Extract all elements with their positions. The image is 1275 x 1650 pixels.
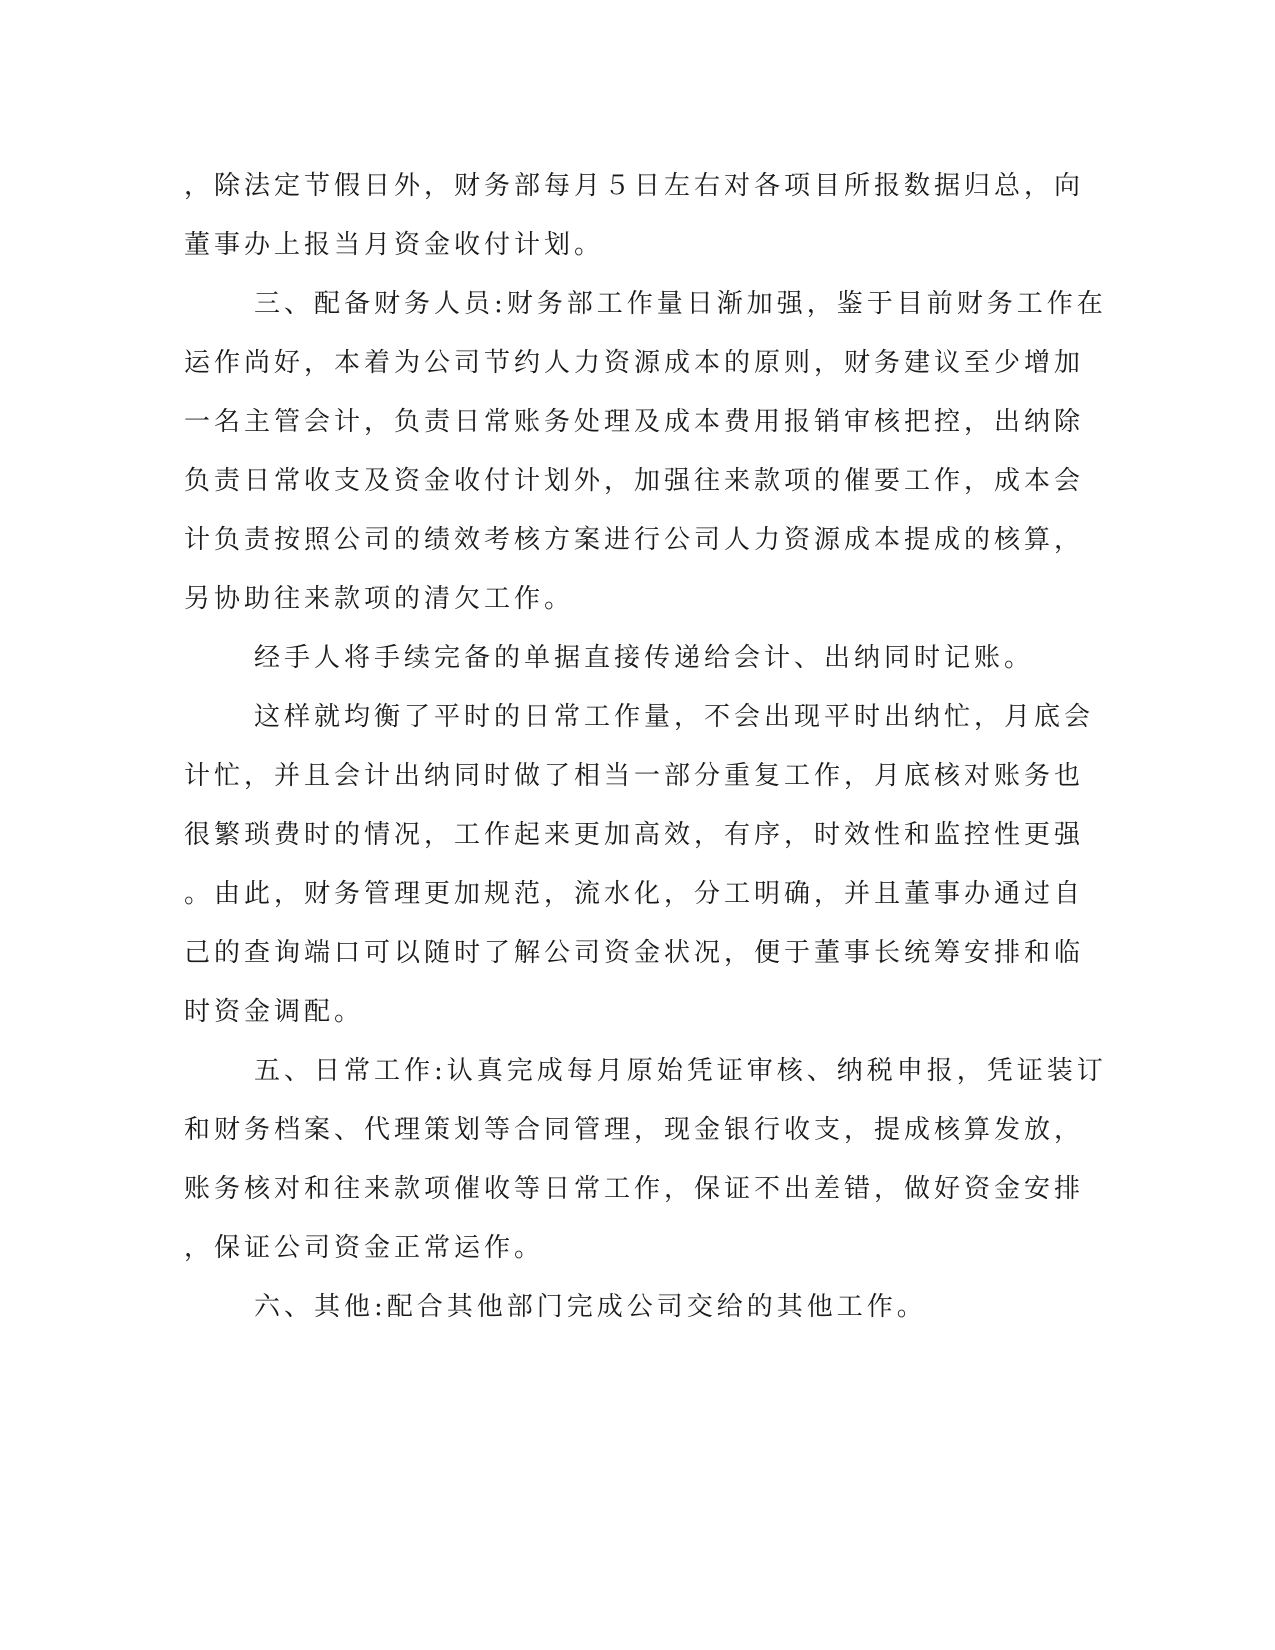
text-line: 账务核对和往来款项催收等日常工作，保证不出差错，做好资金安排	[184, 1174, 1085, 1204]
text-line: 计忙，并且会计出纳同时做了相当一部分重复工作，月底核对账务也	[184, 761, 1085, 791]
text-line: 另协助往来款项的清欠工作。	[184, 584, 575, 614]
text-line: 运作尚好，本着为公司节约人力资源成本的原则，财务建议至少增加	[184, 348, 1085, 378]
text-line: 很繁琐费时的情况，工作起来更加高效，有序，时效性和监控性更强	[184, 820, 1085, 850]
text-line: 五、日常工作:认真完成每月原始凭证审核、纳税申报，凭证装订	[254, 1056, 1107, 1086]
text-line: 计负责按照公司的绩效考核方案进行公司人力资源成本提成的核算，	[184, 525, 1085, 555]
text-line: 。由此，财务管理更加规范，流水化，分工明确，并且董事办通过自	[184, 879, 1085, 909]
text-line: 经手人将手续完备的单据直接传递给会计、出纳同时记账。	[254, 643, 1035, 673]
text-line: 负责日常收支及资金收付计划外，加强往来款项的催要工作，成本会	[184, 466, 1085, 496]
text-line: 时资金调配。	[184, 997, 365, 1027]
text-line: 三、配备财务人员:财务部工作量日渐加强，鉴于目前财务工作在	[254, 289, 1107, 319]
text-line: 己的查询端口可以随时了解公司资金状况，便于董事长统筹安排和临	[184, 938, 1085, 968]
text-line: ，除法定节假日外，财务部每月５日左右对各项目所报数据归总，向	[184, 171, 1085, 201]
text-line: 六、其他:配合其他部门完成公司交给的其他工作。	[254, 1292, 927, 1322]
document-body	[184, 157, 1107, 1337]
text-line: 董事办上报当月资金收付计划。	[184, 230, 605, 260]
text-line: 这样就均衡了平时的日常工作量，不会出现平时出纳忙，月底会	[254, 702, 1095, 732]
text-line: 一名主管会计，负责日常账务处理及成本费用报销审核把控，出纳除	[184, 407, 1085, 437]
text-line: ，保证公司资金正常运作。	[184, 1233, 545, 1263]
text-line: 和财务档案、代理策划等合同管理，现金银行收支，提成核算发放，	[184, 1115, 1085, 1145]
